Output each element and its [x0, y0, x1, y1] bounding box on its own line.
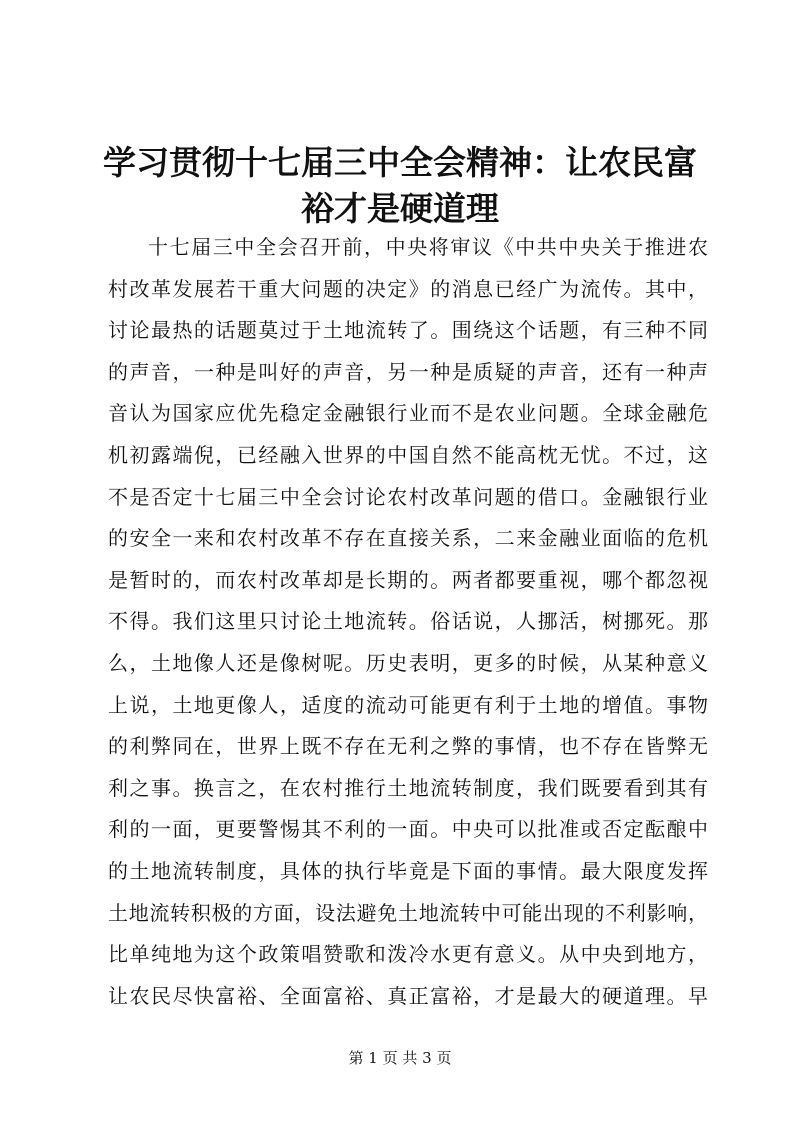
body-line: 十七届三中全会召开前，中央将审议《中共中央关于推进农 — [148, 235, 708, 259]
body-line: 机初露端倪，已经融入世界的中国自然不能高枕无忧。不过，这 — [108, 442, 708, 467]
body-line: 上说，土地更像人，适度的流动可能更有利于土地的增值。事物 — [108, 692, 708, 717]
body-line: 讨论最热的话题莫过于土地流转了。围绕这个话题，有三种不同 — [108, 318, 708, 343]
body-line: 比单纯地为这个政策唱赞歌和泼冷水更有意义。从中央到地方， — [108, 942, 708, 967]
body-line: 音认为国家应优先稳定金融银行业而不是农业问题。全球金融危 — [108, 401, 708, 426]
body-line: 的声音，一种是叫好的声音，另一种是质疑的声音，还有一种声 — [108, 359, 708, 384]
body-line: 不是否定十七届三中全会讨论农村改革问题的借口。金融银行业 — [108, 484, 708, 509]
body-line: 利的一面，更要警惕其不利的一面。中央可以批准或否定酝酿中 — [108, 817, 708, 842]
body-line: 的利弊同在，世界上既不存在无利之弊的事情，也不存在皆弊无 — [108, 734, 708, 759]
body-line: 利之事。换言之，在农村推行土地流转制度，我们既要看到其有 — [108, 775, 708, 800]
body-line: 的安全一来和农村改革不存在直接关系，二来金融业面临的危机 — [108, 526, 708, 551]
body-line: 让农民尽快富裕、全面富裕、真正富裕，才是最大的硬道理。早 — [108, 983, 708, 1008]
body-line: 的土地流转制度，具体的执行毕竟是下面的事情。最大限度发挥 — [108, 858, 708, 883]
document-body — [108, 227, 708, 1017]
body-line: 是暂时的，而农村改革却是长期的。两者都要重视，哪个都忽视 — [108, 567, 708, 592]
body-line: 不得。我们这里只讨论土地流转。俗话说，人挪活，树挪死。那 — [108, 609, 708, 634]
page-footer: 第 1 页 共 3 页 — [348, 1049, 452, 1067]
body-line: 村改革发展若干重大问题的决定》的消息已经广为流传。其中， — [108, 276, 708, 301]
body-line: 么，土地像人还是像树呢。历史表明，更多的时候，从某种意义 — [108, 650, 708, 675]
document-title: 学习贯彻十七届三中全会精神：让农民富裕才是硬道理 — [103, 143, 697, 228]
body-line: 土地流转积极的方面，设法避免土地流转中可能出现的不利影响， — [108, 900, 708, 925]
